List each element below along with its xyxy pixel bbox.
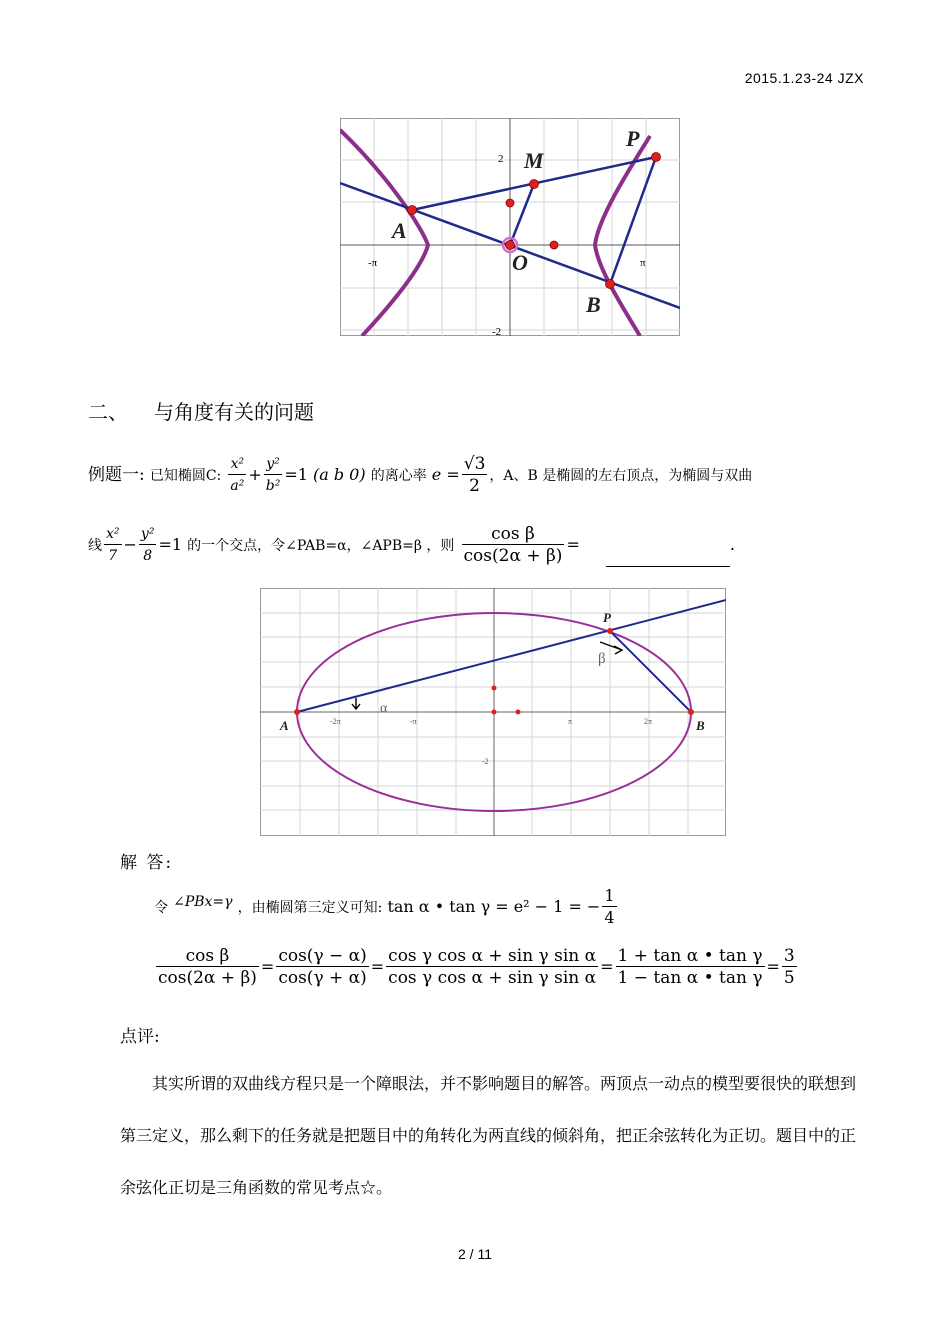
question-frac: $\frac{\text{cos β}}{\cos(2\alpha + \beta)}$ (463, 524, 563, 566)
solution-text-a: 令 (154, 900, 168, 916)
label-M: M (524, 148, 544, 173)
solution-line-1 (154, 886, 619, 929)
blank-end: . (729, 535, 735, 554)
ellipse-condition: (a b 0) (312, 465, 366, 484)
solution-tan-product: tan α • tan γ = e² − 1 = − (387, 897, 601, 916)
ellipse-frac-x: $\frac{\text{x²}}{\text{a²}}$ (230, 456, 245, 494)
solution-gamma-def: ∠PBx=γ (173, 894, 233, 910)
sol-frac-3: $\frac{\text{cos γ cos α + sin γ sin α}}{\text{cos γ cos α + sin γ sin α}}$ (388, 946, 597, 988)
problem-text-1: 已知椭圆C: (149, 468, 222, 484)
sol-frac-5: $\frac{3}{5}$ (783, 946, 795, 988)
tick-x1: -2π (330, 717, 341, 726)
comment-label: 点评: (120, 1027, 160, 1047)
tick-x-left: -π (368, 257, 378, 269)
tick-y-bottom: -2 (492, 326, 502, 336)
label-P: P (603, 610, 611, 625)
hyperbola-rhs: =1 (158, 535, 183, 554)
problem-label: 例题一: (88, 465, 145, 485)
problem-text-5: 的一个交点，令∠PAB=α，∠APB=β ，则 (187, 538, 455, 554)
solution-line-2: $\frac{\text{cos β}}{\cos(2\alpha + \beta)}$ = $\frac{\cos(\gamma - \alpha)}{\cos(\gamma + \alpha)}$ = $\frac{\text{cos γ cos α + sin γ sin α}}{\text{cos γ cos α + sin γ sin α}}$ = $\frac{\text{1 + tan α • tan γ}}{\text{1 − tan α • tan γ}}$ = $\frac{3}{5}$ (158, 946, 795, 988)
eccentricity-frac: $\frac{√3}{2}$ (463, 454, 486, 496)
comment-text: 其实所谓的双曲线方程只是一个障眼法，并不影响题目的解答。两顶点一动点的模型要很快的联想到第三定义，那么剩下的任务就是把题目中的角转化为两直线的倾斜角，把正余弦转化为正切。题目中的正余弦化正切是三角函数的常见考点☆。 (120, 1074, 857, 1197)
label-A: A (392, 218, 407, 243)
problem-text-4: 线 (88, 538, 102, 554)
label-P: P (626, 126, 640, 151)
sol-frac-2: $\frac{\cos(\gamma - \alpha)}{\cos(\gamma + \alpha)}$ (278, 946, 367, 988)
section-number: 二、 (88, 400, 128, 424)
label-O: O (512, 250, 528, 275)
hyperbola-frac-x: $\frac{\text{x²}}{7}$ (106, 526, 120, 564)
label-alpha: α (380, 701, 388, 716)
problem-line-2: 线 $\frac{\text{x²}}{7}$ − $\frac{\text{y²}}{8}$ =1 的一个交点，令∠PAB=α，∠APB=β ，则 $\frac{\text{cos β}}{\cos(2\alpha + \beta)}$ = . (88, 524, 735, 566)
tick-y-top: 2 (498, 153, 504, 165)
hyperbola-figure (340, 118, 680, 336)
hyperbola-frac-y: $\frac{\text{y²}}{8}$ (140, 526, 155, 564)
sol-frac-1: $\frac{\text{cos β}}{\cos(2\alpha + \beta)}$ (158, 946, 257, 988)
page-number: 2 / 11 (458, 1246, 492, 1262)
problem-text-2: 的离心率 (370, 468, 427, 484)
problem-text-3: ，A、B 是椭圆的左右顶点，为椭圆与双曲 (489, 468, 753, 484)
solution-label: 解 答: (120, 853, 174, 873)
sol-frac-4: $\frac{\text{1 + tan α • tan γ}}{\text{1 − tan α • tan γ}}$ (617, 946, 763, 988)
eccentricity-lhs: e = (431, 465, 460, 484)
ellipse-figure (260, 588, 726, 836)
ellipse-frac-y: $\frac{\text{y²}}{\text{b²}}$ (265, 456, 281, 494)
page-header-date: 2015.1.23-24 JZX (744, 70, 864, 86)
label-A: A (280, 718, 289, 733)
section-heading (88, 396, 314, 425)
tick-x4: 2π (644, 717, 653, 726)
problem-line-1: 例题一: 已知椭圆C: $\frac{\text{x²}}{\text{a²}}$ + $\frac{\text{y²}}{\text{b²}}$ =1 (a b 0) 的离心率 e = $\frac{√3}{2}$ ，A、B 是椭圆的左右顶点，为椭圆与双曲 (88, 454, 753, 496)
solution-quarter-frac: $\frac{1}{4}$ (604, 886, 615, 927)
label-B: B (586, 292, 601, 317)
answer-blank (606, 548, 730, 567)
tick-x2: -π (410, 717, 417, 726)
tick-x3: π (568, 717, 573, 726)
question-eq: = (566, 535, 580, 554)
tick-y-neg: -2 (482, 757, 489, 766)
solution-text-c: ，由椭圆第三定义可知: (237, 900, 383, 916)
tick-x-right: π (640, 257, 646, 269)
label-B: B (696, 718, 705, 733)
section-title: 与角度有关的问题 (154, 400, 314, 424)
label-beta: β (598, 651, 606, 667)
